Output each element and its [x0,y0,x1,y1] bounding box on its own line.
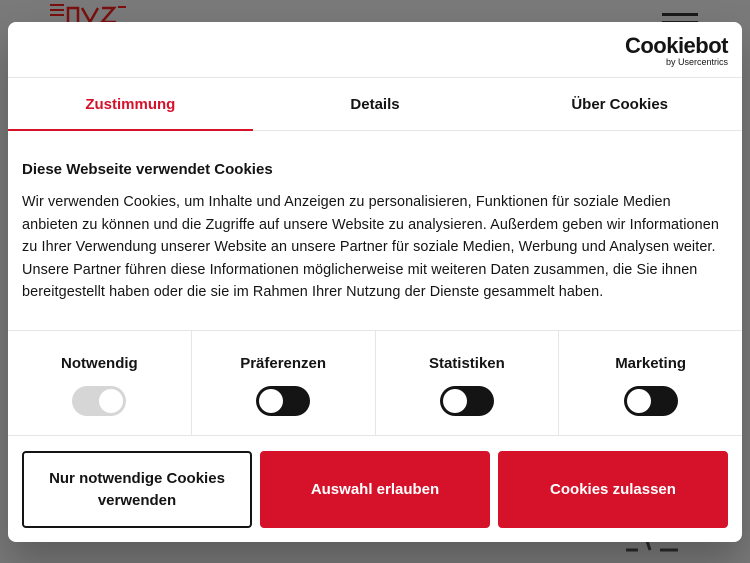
category-toggles [8,331,742,436]
tab-details[interactable]: Details [350,95,400,113]
tab-ueber-cookies[interactable]: Über Cookies [571,95,669,113]
category-notwendig [8,331,192,435]
brand-subtitle: by Usercentrics [665,57,728,67]
category-praeferenzen [192,331,376,435]
cookiebot-logo[interactable] [625,35,728,67]
allow-all-button[interactable]: Cookies zulassen [498,451,728,528]
category-label: Statistiken [428,355,505,372]
consent-content [8,131,742,331]
category-label: Notwendig [61,355,138,372]
praeferenzen-toggle[interactable] [256,386,310,416]
tab-bar [8,78,742,131]
category-marketing [559,331,742,435]
cookie-consent-dialog [8,22,742,542]
toggle-knob [259,389,283,413]
tab-zustimmung[interactable]: Zustimmung [8,78,253,130]
category-label: Marketing [615,355,687,372]
necessary-only-button[interactable]: Nur notwendige Cookies verwenden [22,451,252,528]
category-label: Präferenzen [240,355,327,372]
site-logo[interactable] [50,4,128,22]
notwendig-toggle [72,386,126,416]
statistiken-toggle[interactable] [440,386,494,416]
brand-name: Cookiebot [624,33,728,58]
consent-heading: Diese Webseite verwendet Cookies [22,161,273,178]
category-statistiken [376,331,560,435]
toggle-knob [627,389,651,413]
allow-selection-button[interactable]: Auswahl erlauben [260,451,490,528]
toggle-knob [99,389,123,413]
toggle-knob [443,389,467,413]
action-buttons [8,436,742,528]
dialog-header [8,22,742,78]
consent-body-text: Wir verwenden Cookies, um Inhalte und Anzeigen zu personalisieren, Funktionen für soziale Medien anbieten zu können und die Zugriffe auf unsere Website zu analysieren. Außerdem geben wir Informationen zu Ihrer Verwendung unserer Website an unsere Partner für soziale Medien, Werbung und Analysen weiter. Unsere Partner führen diese Informationen möglicherweise mit weiteren Daten zusammen, die Sie ihnen bereitgestellt haben oder die sie im Rahmen Ihrer Nutzung der Dienste gesammelt haben. [22,194,719,301]
marketing-toggle[interactable] [624,386,678,416]
